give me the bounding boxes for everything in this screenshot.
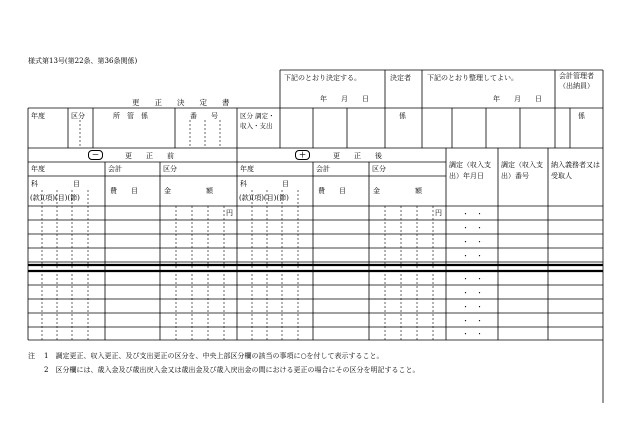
manager-label: 会計管理者（出納員） <box>559 72 594 90</box>
date-dots: ・ ・ <box>462 210 483 218</box>
info-division: 区分 <box>71 112 85 120</box>
date-dots: ・ ・ <box>462 303 483 311</box>
before-year: 年度 <box>31 165 45 173</box>
decision-date: 年 月 日 <box>320 95 369 103</box>
date-dots: ・ ・ <box>462 224 483 232</box>
after-kamoku: 科 目 <box>240 180 289 188</box>
after-kan-kou: (款)(項)(目)(節) <box>239 194 289 202</box>
after-title: 更 正 後 <box>333 152 382 160</box>
decision-text: 下記のとおり決定する。 <box>284 74 361 82</box>
before-himoku: 費 目 <box>110 187 138 195</box>
staff-label: 係 <box>399 112 406 120</box>
plus-sign: ＋ <box>295 150 310 160</box>
after-amount: 金 額 <box>373 187 422 195</box>
date-dots: ・ ・ <box>462 317 483 325</box>
assess-number-header: 調定（収入支出）番号 <box>501 161 543 180</box>
after-yen: 円 <box>435 209 442 217</box>
before-kan-kou: (款)(項)(目)(節) <box>30 194 80 202</box>
assess-date-header: 調定（収入支出）年月日 <box>449 161 491 180</box>
note-label: 注 <box>28 352 35 360</box>
date-dots: ・ ・ <box>462 289 483 297</box>
document-title: 更 正 決 定 書 <box>132 98 230 107</box>
staff-label-right: 係 <box>578 112 585 120</box>
info-division-detail: 区分 調定・収入・支出 <box>240 112 275 130</box>
date-dots: ・ ・ <box>462 238 483 246</box>
before-account: 会計 <box>108 165 122 173</box>
note-1: 1 調定更正、収入更正、及び支出更正の区分を、中央上部区分欄の該当の事項に○を付して表示すること。 <box>44 352 384 360</box>
form-number: 様式第13号(第22条、第36条関係) <box>28 57 138 65</box>
payer-header: 納入義務者又は受取人 <box>551 161 600 180</box>
date-dots: ・ ・ <box>462 252 483 260</box>
info-jurisdiction: 所 管 係 <box>113 112 148 120</box>
after-account: 会計 <box>316 165 330 173</box>
info-number: 番 号 <box>190 112 218 120</box>
date-dots: ・ ・ <box>462 275 483 283</box>
process-text: 下記のとおり整理してよい。 <box>427 74 518 82</box>
after-himoku: 費 目 <box>318 187 346 195</box>
before-yen: 円 <box>226 209 233 217</box>
decider-label: 決定者 <box>390 74 411 82</box>
minus-sign: － <box>88 150 103 160</box>
after-division: 区分 <box>372 165 386 173</box>
before-title: 更 正 前 <box>125 152 174 160</box>
before-amount: 金 額 <box>164 187 213 195</box>
info-year: 年度 <box>31 112 45 120</box>
before-division: 区分 <box>163 165 177 173</box>
after-year: 年度 <box>240 165 254 173</box>
process-date: 年 月 日 <box>493 95 542 103</box>
before-kamoku: 科 目 <box>31 180 80 188</box>
note-2: 2 区分欄には、歳入金及び歳出戻入金又は歳出金及び歳入戻出金の間における更正の場合にその区分を明記すること。 <box>44 366 420 374</box>
date-dots: ・ ・ <box>462 330 483 338</box>
